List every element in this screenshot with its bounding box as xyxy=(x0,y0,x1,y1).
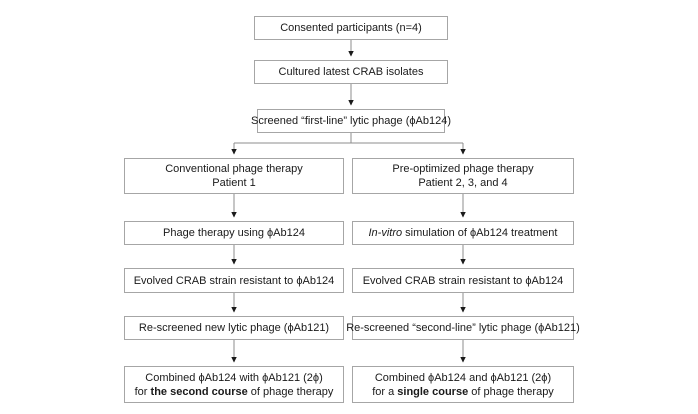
box-label: Consented participants (n=4) xyxy=(280,22,422,34)
text-segment: simulation of ϕAb124 treatment xyxy=(402,227,558,239)
box-combined-single-course xyxy=(352,366,574,403)
box-combined-second-course xyxy=(124,366,344,403)
box-label-line1: Conventional phage therapy xyxy=(165,163,303,175)
box-label-line2 xyxy=(372,385,554,399)
box-label-line2 xyxy=(135,385,334,399)
text-segment: for xyxy=(134,385,151,398)
box-rescreened-second-line-phage xyxy=(346,316,580,340)
box-label: Phage therapy using ϕAb124 xyxy=(163,227,305,239)
box-evolved-resistant-right xyxy=(352,268,574,293)
box-label: Cultured latest CRAB isolates xyxy=(278,66,424,78)
box-invitro-simulation xyxy=(352,221,574,245)
box-consented-participants xyxy=(254,16,448,40)
box-label-line2: Patient 2, 3, and 4 xyxy=(418,177,508,189)
box-label-line1: Combined ϕAb124 and ϕAb121 (2ϕ) xyxy=(374,371,552,384)
text-segment: of phage therapy xyxy=(468,385,554,398)
bold-segment: the second course xyxy=(150,385,248,398)
box-conventional-therapy-header xyxy=(124,158,344,194)
text-segment: for a xyxy=(372,385,398,398)
box-evolved-resistant-left xyxy=(124,268,344,293)
bold-segment: single course xyxy=(397,385,469,398)
box-label-line2: Patient 1 xyxy=(212,177,256,189)
box-label-line1: Combined ϕAb124 with ϕAb121 (2ϕ) xyxy=(145,371,323,384)
box-label: Re-screened “second-line” lytic phage (ϕAb121) xyxy=(346,322,580,334)
box-phage-therapy-ab124 xyxy=(124,221,344,245)
box-preoptimized-therapy-header xyxy=(352,158,574,194)
box-label: Re-screened new lytic phage (ϕAb121) xyxy=(138,322,330,334)
text-segment: of phage therapy xyxy=(247,385,334,398)
box-screened-first-line-phage xyxy=(251,109,451,133)
box-label-line1: Pre-optimized phage therapy xyxy=(392,163,534,175)
box-cultured-isolates xyxy=(254,60,448,84)
italic-segment: In-vitro xyxy=(368,227,403,239)
box-label xyxy=(369,226,558,240)
box-label: Evolved CRAB strain resistant to ϕAb124 xyxy=(133,274,335,287)
box-label: Evolved CRAB strain resistant to ϕAb124 xyxy=(362,274,564,287)
box-label: Screened “first-line” lytic phage (ϕAb124) xyxy=(251,115,451,127)
box-rescreened-new-phage xyxy=(124,316,344,340)
